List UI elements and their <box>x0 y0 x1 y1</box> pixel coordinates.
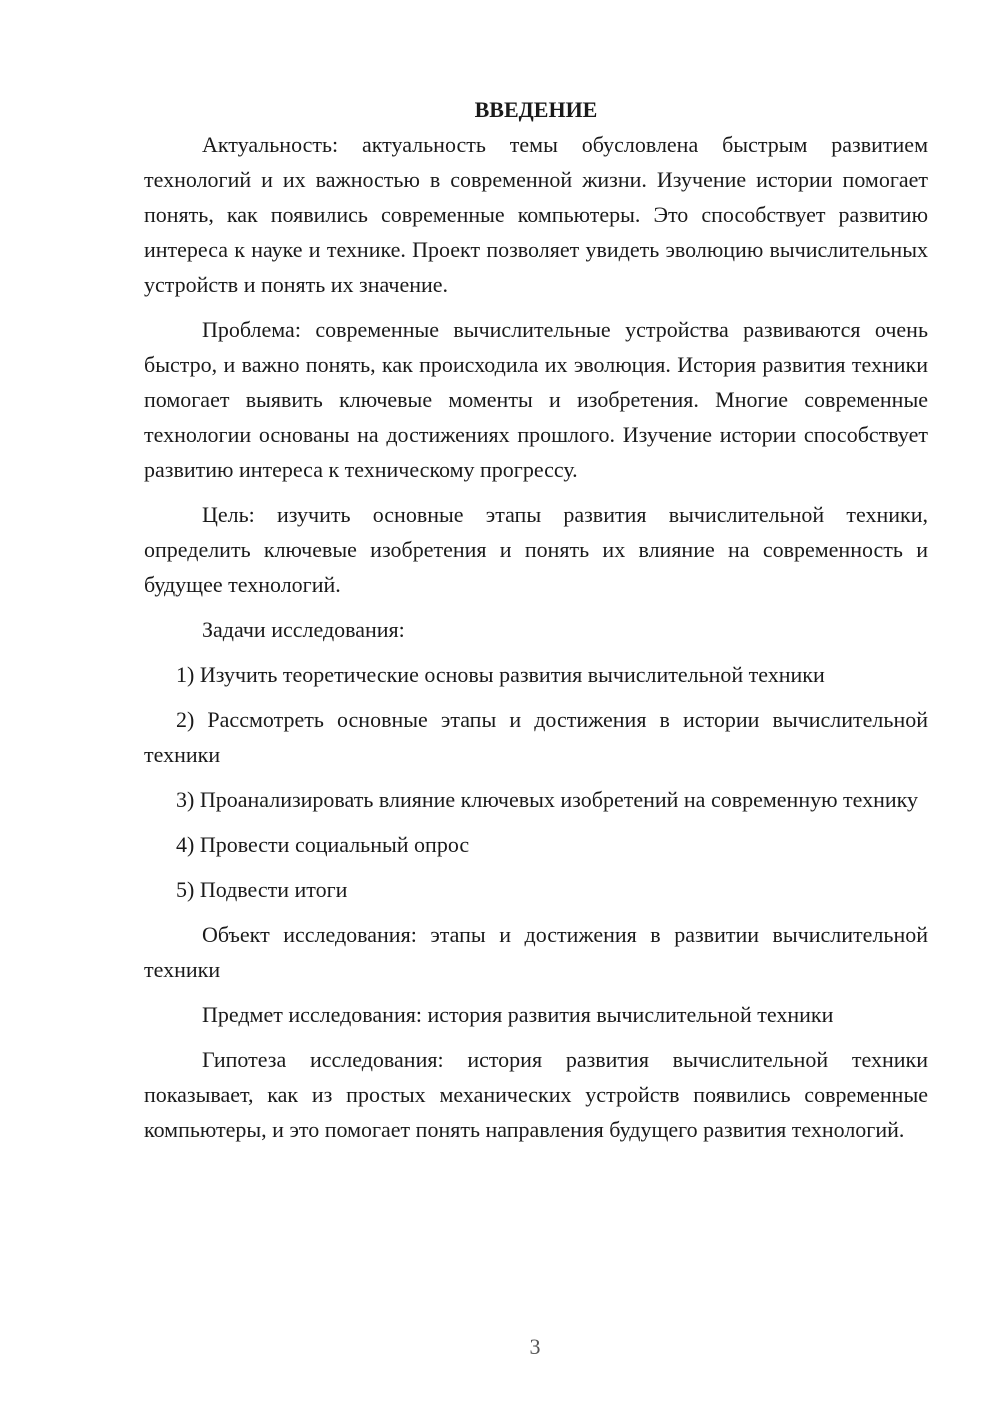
task-item-3: 3) Проанализировать влияние ключевых изобретений на современную технику <box>176 787 919 812</box>
paragraph-relevance: Актуальность: актуальность темы обусловлена быстрым развитием технологий и их важностью в современной жизни. Изучение истории помогает понять, как появились современные компьютеры. Это способствует развитию интереса к науке и технике. Проект позволяет увидеть эволюцию вычислительных устройств и понять их значение. <box>144 132 928 297</box>
page-content <box>144 92 928 1157</box>
paragraph-goal: Цель: изучить основные этапы развития вычислительной техники, определить ключевые изобретения и понять их влияние на современность и будущее технологий. <box>144 502 928 597</box>
section-title: ВВЕДЕНИЕ <box>474 97 598 122</box>
task-item-4: 4) Провести социальный опрос <box>176 832 470 857</box>
task-item-2: 2) Рассмотреть основные этапы и достижения в истории вычислительной техники <box>144 707 928 767</box>
task-item-5: 5) Подвести итоги <box>176 877 348 902</box>
task-item-1: 1) Изучить теоретические основы развития вычислительной техники <box>176 662 825 687</box>
tasks-heading: Задачи исследования: <box>202 617 405 642</box>
page-number: 3 <box>529 1334 541 1359</box>
paragraph-subject: Предмет исследования: история развития вычислительной техники <box>202 1002 834 1027</box>
paragraph-problem: Проблема: современные вычислительные устройства развиваются очень быстро, и важно понять, как происходила их эволюция. История развития техники помогает выявить ключевые моменты и изобретения. Многие современные технологии основаны на достижениях прошлого. Изучение истории способствует развитию интереса к техническому прогрессу. <box>144 317 928 482</box>
paragraph-object: Объект исследования: этапы и достижения в развитии вычислительной техники <box>144 922 928 982</box>
paragraph-hypothesis: Гипотеза исследования: история развития вычислительной техники показывает, как из простых механических устройств появились современные компьютеры, и это помогает понять направления будущего развития технологий. <box>144 1047 928 1142</box>
